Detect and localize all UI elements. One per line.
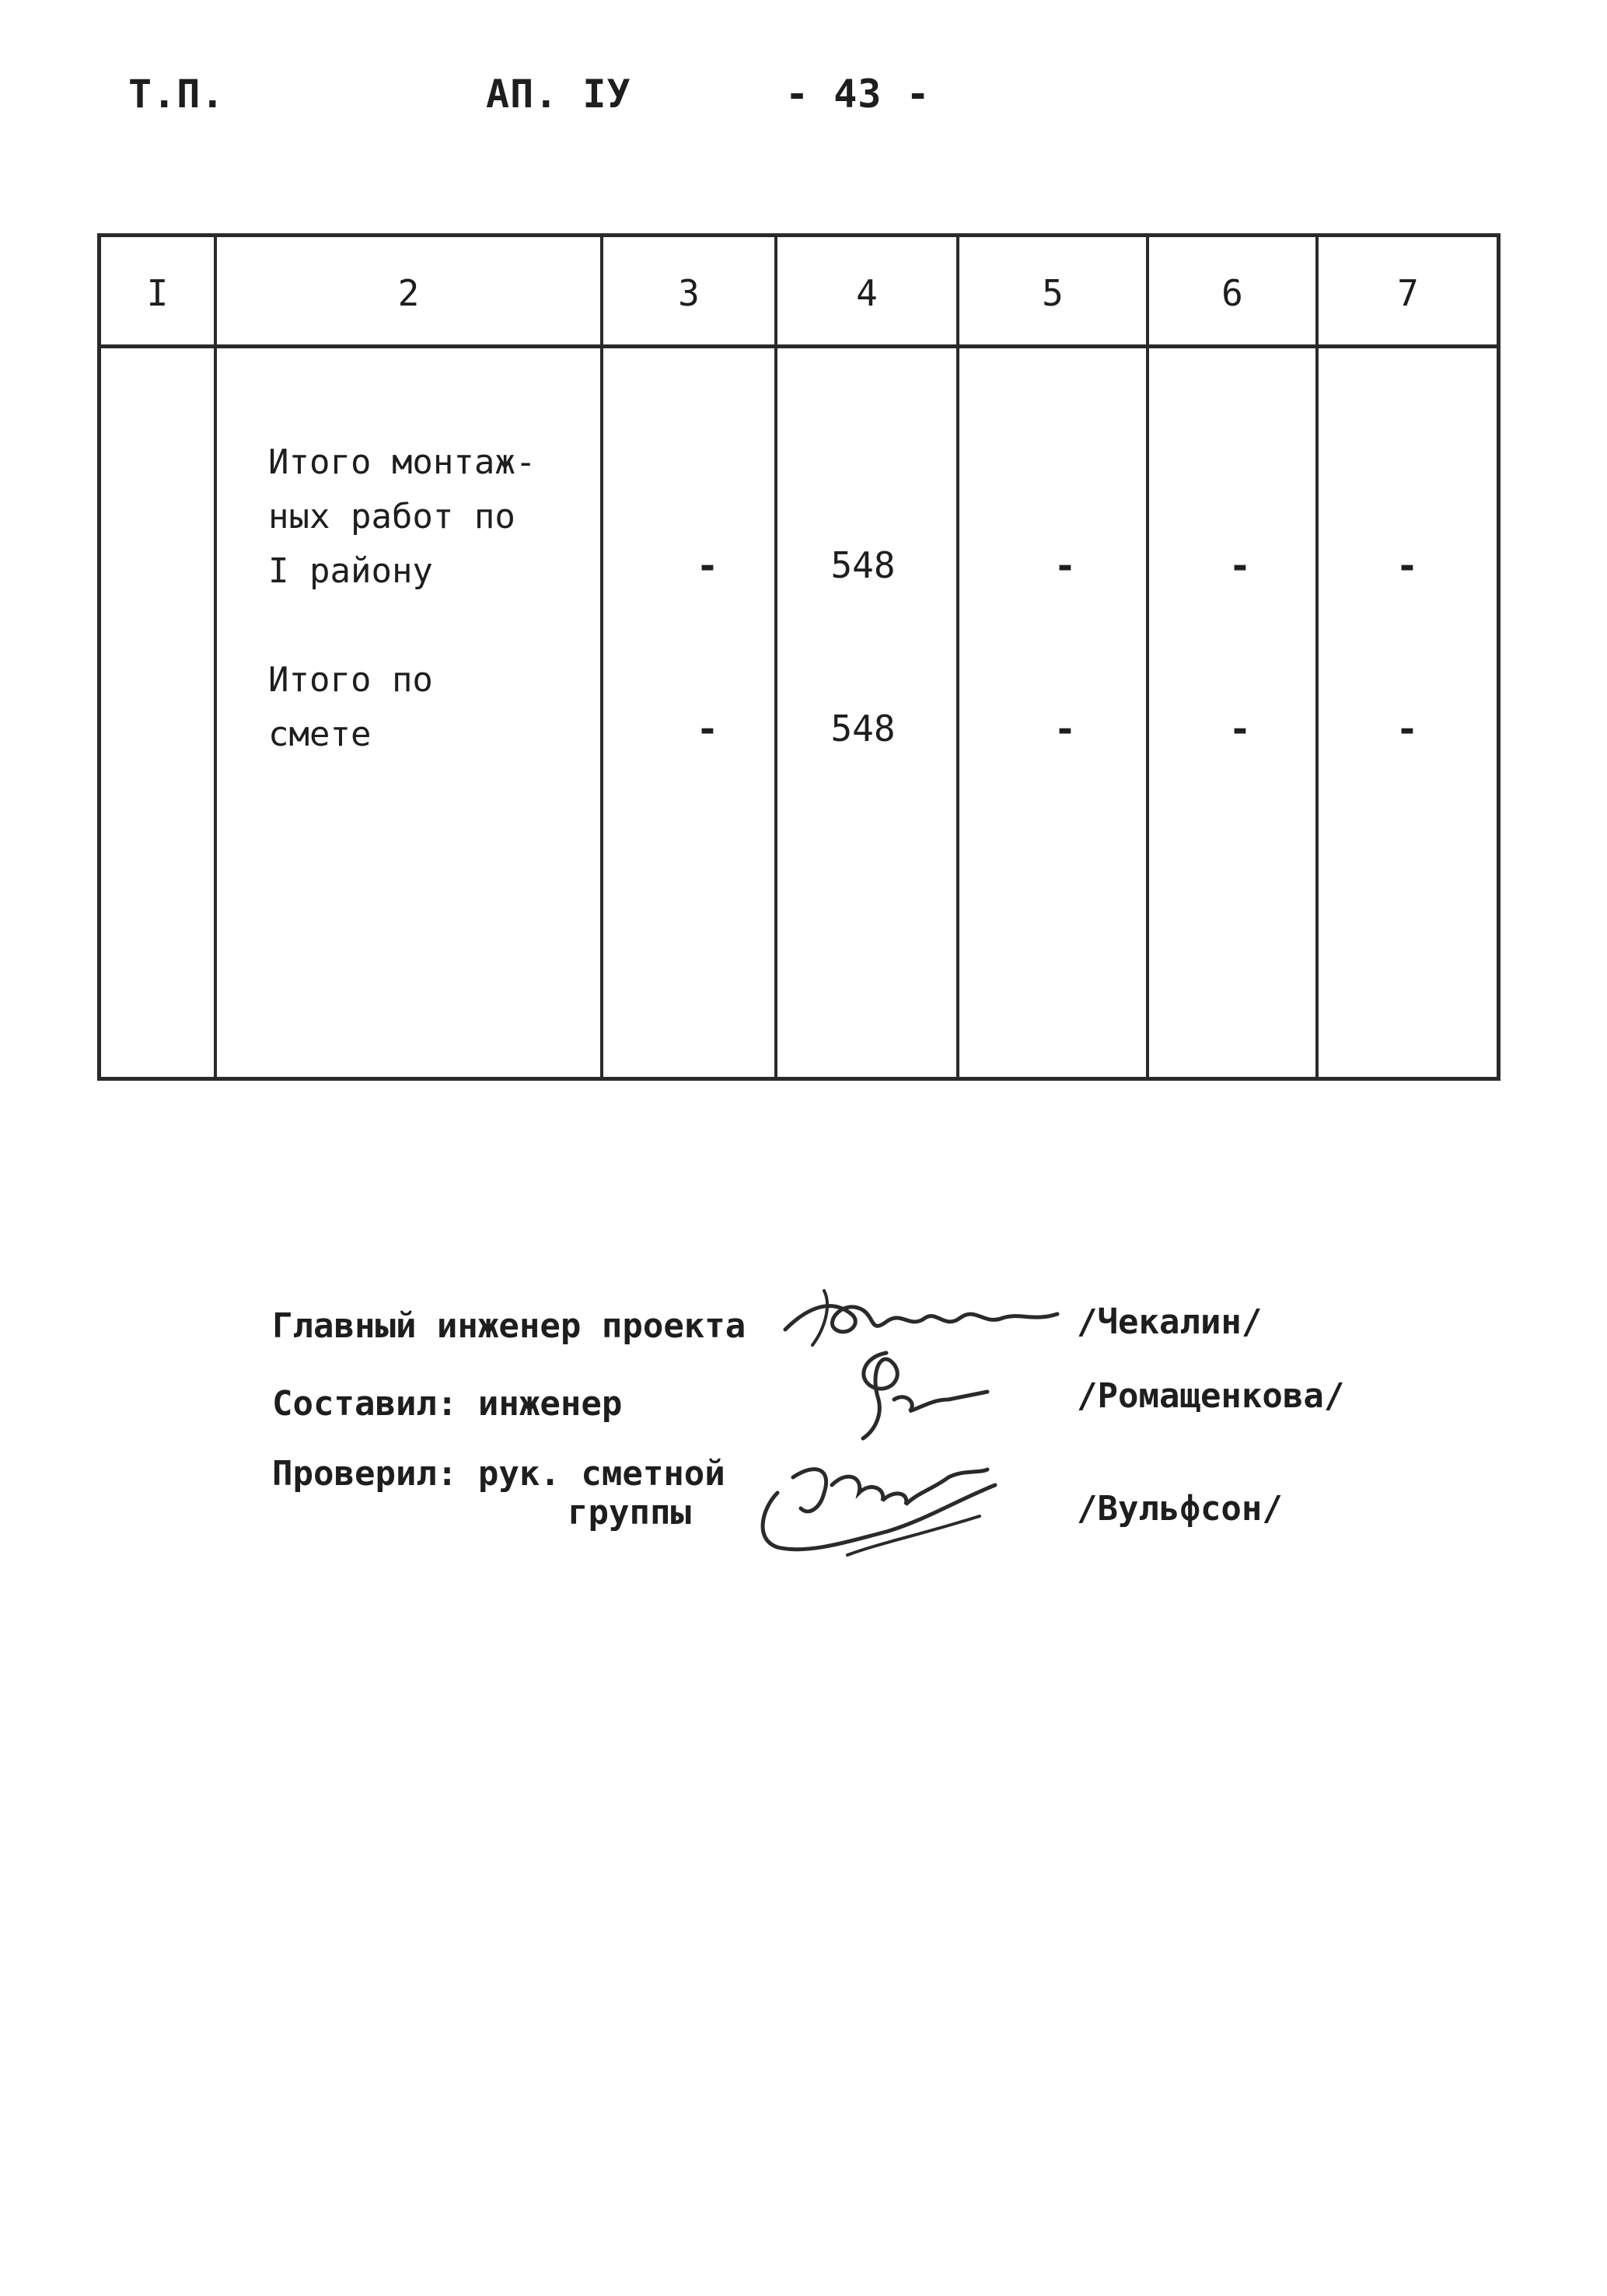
- row-1-description: [268, 435, 536, 599]
- row-1-col6: -: [1228, 544, 1252, 588]
- chief-engineer-label: Главный инженер проекта: [272, 1306, 746, 1346]
- compiled-by-label: Составил: инженер: [272, 1384, 623, 1424]
- checker-signature-icon: [746, 1446, 1026, 1571]
- row-2-col4: 548: [830, 708, 896, 750]
- header-divider: [97, 344, 1500, 348]
- row-1-col4: 548: [830, 544, 896, 586]
- page-number: - 43 -: [785, 72, 931, 117]
- sheet-code: АП. IУ: [486, 72, 631, 117]
- row-1-col5: -: [1053, 544, 1077, 588]
- col-divider-1: [214, 233, 217, 1081]
- row-1-col7: -: [1396, 544, 1419, 588]
- row-2-col5: -: [1053, 708, 1077, 751]
- col-divider-4: [956, 233, 959, 1081]
- row-2-description: [268, 653, 433, 762]
- description-line: ных работ по: [268, 497, 515, 536]
- column-number-6: 6: [1221, 272, 1243, 314]
- col-divider-3: [774, 233, 777, 1081]
- checked-by-name: /Вульфсон/: [1077, 1489, 1283, 1529]
- description-line: Итого по: [268, 660, 433, 700]
- checked-by-label: Проверил: рук. сметной: [272, 1454, 725, 1494]
- column-number-7: 7: [1397, 272, 1419, 314]
- column-number-5: 5: [1042, 272, 1064, 314]
- column-number-2: 2: [397, 272, 420, 314]
- description-line: смете: [268, 715, 372, 754]
- description-line: I району: [268, 551, 433, 591]
- description-line: Итого монтаж-: [268, 442, 536, 482]
- column-number-4: 4: [856, 272, 878, 314]
- checked-by-label-group: группы: [568, 1493, 691, 1532]
- column-number-1: I: [146, 272, 169, 314]
- compiler-signature-icon: [832, 1345, 1003, 1446]
- row-2-col6: -: [1228, 708, 1252, 751]
- col-divider-5: [1146, 233, 1149, 1081]
- col-divider-2: [600, 233, 603, 1081]
- row-2-col3: -: [696, 708, 719, 751]
- row-1-col3: -: [696, 544, 719, 588]
- column-number-3: 3: [678, 272, 700, 314]
- doc-code: Т.П.: [128, 72, 225, 117]
- chief-engineer-name: /Чекалин/: [1077, 1302, 1263, 1342]
- compiled-by-name: /Ромащенкова/: [1077, 1376, 1345, 1416]
- col-divider-6: [1315, 233, 1319, 1081]
- row-2-col7: -: [1396, 708, 1419, 751]
